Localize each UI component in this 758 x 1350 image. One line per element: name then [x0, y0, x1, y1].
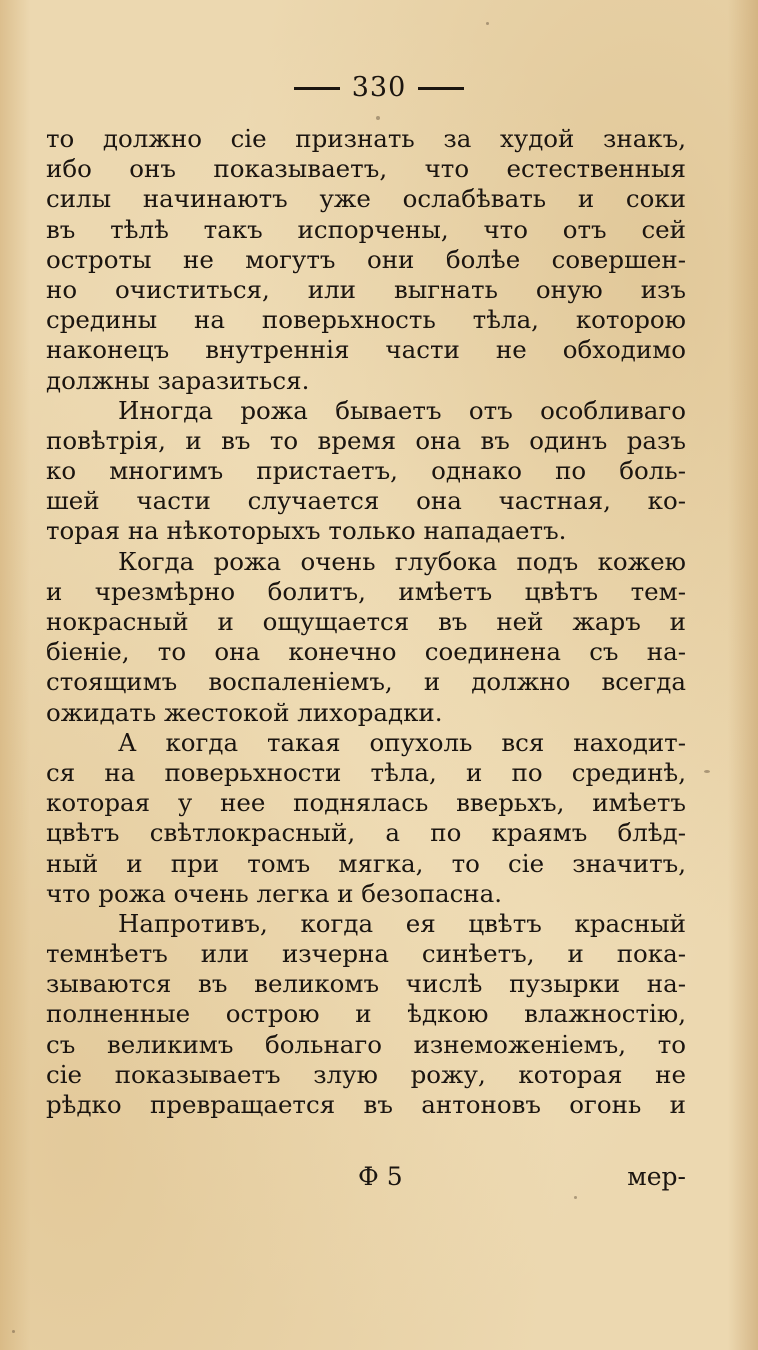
text-line: Иногда рожа бываетъ отъ особливаго — [118, 395, 686, 425]
header-dash-left — [294, 87, 340, 90]
text-line: наконецъ внутреннія части не обходимо — [46, 335, 686, 365]
text-line: ибо онъ показываетъ, что естественныя — [46, 154, 686, 184]
page-number: 330 — [351, 72, 407, 103]
text-line: стоящимъ воспаленіемъ, и должно всегда — [46, 667, 686, 697]
text-line: Когда рожа очень глубока подъ кожею — [118, 546, 686, 576]
text-line: зываются въ великомъ числѣ пузырки на- — [46, 969, 686, 999]
page-footer — [46, 1162, 686, 1196]
text-line: повѣтрія, и въ то время она въ одинъ разъ — [46, 425, 686, 455]
text-line: сіе показываетъ злую рожу, которая не — [46, 1059, 686, 1089]
text-line: съ великимъ больнаго изнеможеніемъ, то — [46, 1029, 686, 1059]
text-line: Напротивъ, когда ея цвѣтъ красный — [118, 908, 686, 938]
text-line: должны заразиться. — [46, 365, 310, 395]
text-line: торая на нѣкоторыхъ только нападаетъ. — [46, 516, 567, 546]
text-line: ко многимъ пристаетъ, однако по боль- — [46, 456, 686, 486]
text-line: но очиститься, или выгнать оную изъ — [46, 274, 686, 304]
text-line: полненные острою и ѣдкою влажностію, — [46, 999, 686, 1029]
paper-speck — [574, 1196, 577, 1199]
paper-speck — [704, 770, 710, 773]
paper-speck — [12, 1330, 15, 1333]
text-line: ся на поверьхности тѣла, и по срединѣ, — [46, 757, 686, 787]
text-line: которая у нее поднялась вверьхъ, имѣетъ — [46, 788, 686, 818]
page-body-text — [46, 124, 686, 1120]
text-line: шей части случается она частная, ко- — [46, 486, 686, 516]
header-dash-right — [418, 87, 464, 90]
page-header — [0, 72, 758, 103]
paper-speck — [486, 22, 489, 25]
text-line: цвѣтъ свѣтлокрасный, а по краямъ блѣд- — [46, 818, 686, 848]
text-line: біеніе, то она конечно соединена съ на- — [46, 637, 686, 667]
paper-speck — [376, 116, 380, 120]
catchword: мер- — [627, 1162, 686, 1191]
text-line: и чрезмѣрно болитъ, имѣетъ цвѣтъ тем- — [46, 576, 686, 606]
text-line: А когда такая опухоль вся находит- — [118, 727, 686, 757]
text-line: темнѣетъ или изчерна синѣетъ, и пока- — [46, 939, 686, 969]
text-line: силы начинаютъ уже ослабѣвать и соки — [46, 184, 686, 214]
text-line: то должно сіе признать за худой знакъ, — [46, 124, 686, 153]
text-line: нокрасный и ощущается въ ней жаръ и — [46, 607, 686, 636]
text-line: острoты не могутъ они болѣе совершен- — [46, 244, 686, 274]
text-line: средины на поверьхность тѣла, которою — [46, 305, 686, 335]
text-line: въ тѣлѣ такъ испорчены, что отъ сей — [46, 214, 686, 244]
text-line: рѣдко превращается въ антоновъ огонь и — [46, 1090, 686, 1119]
printer-signature-mark: Ф 5 — [358, 1162, 403, 1191]
text-line: что рожа очень легка и безопасна. — [46, 878, 503, 908]
text-line: ожидать жестокой лихорадки. — [46, 697, 443, 727]
text-line: ный и при томъ мягка, то сіе значитъ, — [46, 848, 686, 878]
